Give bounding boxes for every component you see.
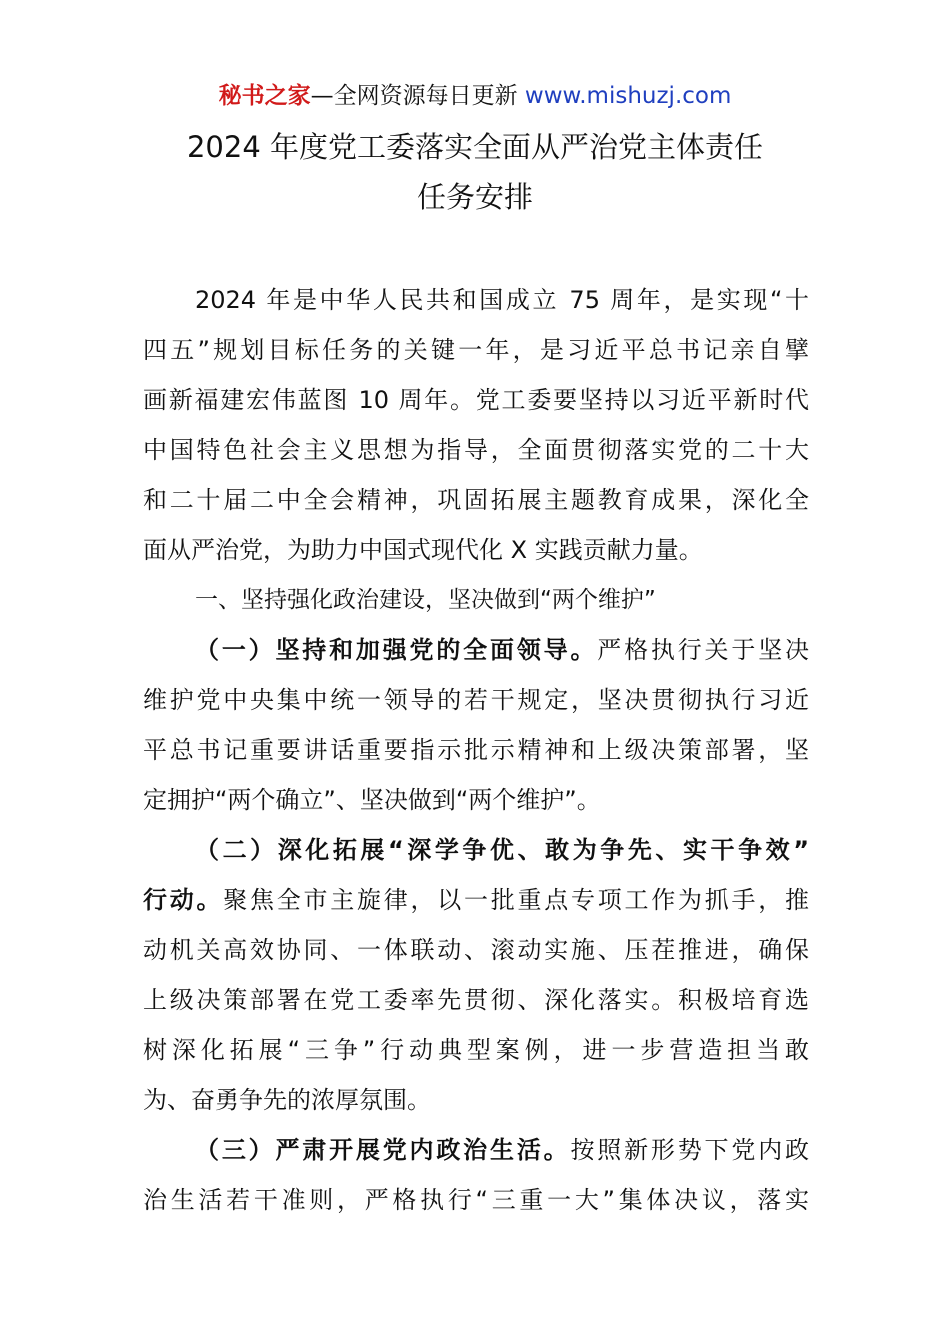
paragraph-line: 树深化拓展“三争”行动典型案例，进一步营造担当敢 [143, 1036, 809, 1064]
document-title-line-1: 2024 年度党工委落实全面从严治党主体责任 [186, 130, 764, 164]
paragraph-line: 为、奋勇争先的浓厚氛围。 [143, 1086, 431, 1114]
item-1-first-line [143, 625, 809, 675]
item-2-heading-end: 行动。 [143, 886, 224, 914]
item-1-heading: （一）坚持和加强党的全面领导。 [195, 636, 598, 664]
item-2-heading: （二）深化拓展“深学争优、敢为争先、实干争效” [195, 836, 809, 864]
paragraph-line: 和二十届二中全会精神，巩固拓展主题教育成果，深化全 [143, 486, 809, 514]
paragraph-line: 定拥护“两个确立”、坚决做到“两个维护”。 [143, 786, 601, 814]
item-3-heading: （三）严肃开展党内政治生活。 [195, 1136, 571, 1164]
item-2-second-line [143, 875, 809, 925]
site-header [0, 80, 950, 112]
paragraph-line: 四五”规划目标任务的关键一年，是习近平总书记亲自擘 [143, 336, 809, 364]
site-brand: 秘书之家 [218, 83, 311, 109]
document-body [143, 275, 809, 1225]
section-heading-1: 一、坚持强化政治建设，坚决做到“两个维护” [195, 587, 656, 613]
paragraph-line: 中国特色社会主义思想为指导，全面贯彻落实党的二十大 [143, 436, 809, 464]
paragraph-line: 画新福建宏伟蓝图 10 周年。党工委要坚持以习近平新时代 [143, 386, 809, 414]
site-url[interactable]: www.mishuzj.com [524, 83, 732, 109]
item-3-first-line [143, 1125, 809, 1175]
paragraph-line: 平总书记重要讲话重要指示批示精神和上级决策部署，坚 [143, 736, 809, 764]
paragraph-line: 维护党中央集中统一领导的若干规定，坚决贯彻执行习近 [143, 686, 809, 714]
paragraph-line: 动机关高效协同、一体联动、滚动实施、压茬推进，确保 [143, 936, 809, 964]
item-2-text: 聚焦全市主旋律，以一批重点专项工作为抓手，推 [223, 886, 809, 914]
item-1-text: 严格执行关于坚决 [597, 636, 810, 664]
paragraph-line: 治生活若干准则，严格执行“三重一大”集体决议，落实 [143, 1186, 809, 1214]
paragraph-line: 面从严治党，为助力中国式现代化 X 实践贡献力量。 [143, 536, 703, 564]
paragraph-line: 上级决策部署在党工委率先贯彻、深化落实。积极培育选 [143, 986, 809, 1014]
site-tagline: —全网资源每日更新 [310, 83, 518, 109]
paragraph-line: 2024 年是中华人民共和国成立 75 周年，是实现“十 [195, 286, 809, 314]
item-3-text: 按照新形势下党内政 [570, 1136, 810, 1164]
document-title-line-2: 任务安排 [416, 180, 533, 214]
